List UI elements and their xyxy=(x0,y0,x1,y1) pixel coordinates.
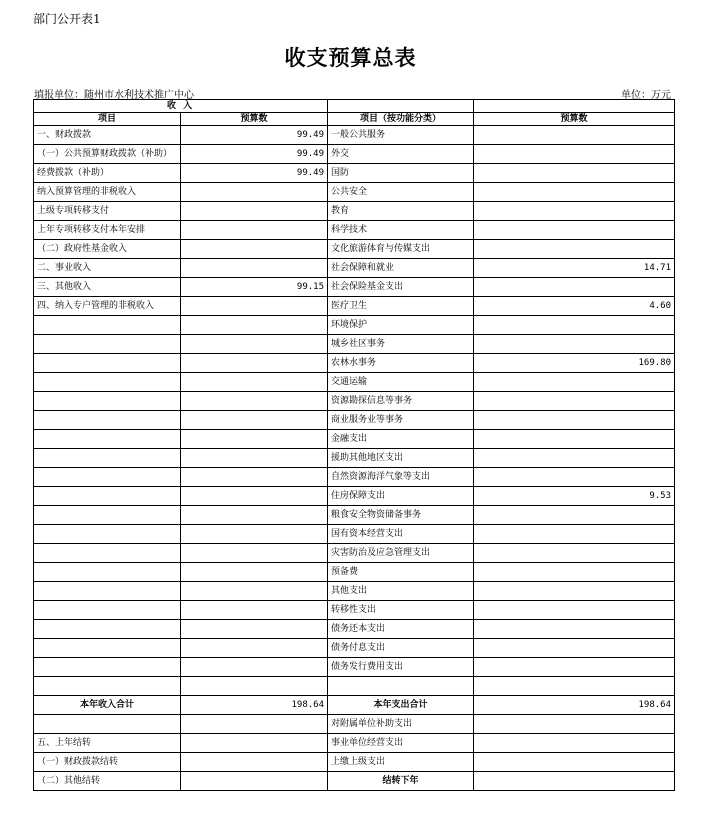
income-budget-cell xyxy=(181,430,328,449)
expense-item-cell: 预备费 xyxy=(328,563,474,582)
expense-item-cell: 对附属单位补助支出 xyxy=(328,715,474,734)
expense-item-cell: 环境保护 xyxy=(328,316,474,335)
expense-item-cell: 城乡社区事务 xyxy=(328,335,474,354)
income-item-cell xyxy=(34,468,181,487)
expense-budget-cell xyxy=(474,126,675,145)
expense-budget-cell xyxy=(474,164,675,183)
table-row xyxy=(34,506,675,525)
income-budget-cell xyxy=(181,715,328,734)
income-item-cell xyxy=(34,373,181,392)
table-row xyxy=(34,601,675,620)
income-budget-cell xyxy=(181,753,328,772)
income-item-cell: 二、事业收入 xyxy=(34,259,181,278)
table-row xyxy=(34,639,675,658)
income-item-cell xyxy=(34,506,181,525)
income-item-cell: 上级专项转移支付 xyxy=(34,202,181,221)
expense-item-cell: 交通运输 xyxy=(328,373,474,392)
expense-budget-cell xyxy=(474,506,675,525)
table-row xyxy=(34,563,675,582)
income-budget-cell xyxy=(181,544,328,563)
page-title: 收支预算总表 xyxy=(284,45,417,70)
income-budget-cell xyxy=(181,240,328,259)
expense-item-cell: 上缴上级支出 xyxy=(328,753,474,772)
income-section-header: 收 入 xyxy=(34,100,328,113)
income-budget-cell xyxy=(181,525,328,544)
expense-section-header-blank xyxy=(474,100,675,113)
income-budget-cell xyxy=(181,354,328,373)
income-item-cell: 四、纳入专户管理的非税收入 xyxy=(34,297,181,316)
expense-item-cell: 社会保障和就业 xyxy=(328,259,474,278)
income-budget-cell xyxy=(181,392,328,411)
expense-item-cell: 金融支出 xyxy=(328,430,474,449)
table-row xyxy=(34,183,675,202)
expense-item-cell: 其他支出 xyxy=(328,582,474,601)
expense-item-cell: 粮食安全物资储备事务 xyxy=(328,506,474,525)
expense-item-cell: 医疗卫生 xyxy=(328,297,474,316)
expense-item-cell: 债务付息支出 xyxy=(328,639,474,658)
expense-item-cell: 援助其他地区支出 xyxy=(328,449,474,468)
income-budget-cell xyxy=(181,487,328,506)
expense-item-cell: 住房保障支出 xyxy=(328,487,474,506)
column-header-row xyxy=(34,113,675,126)
expense-item-cell: 国有资本经营支出 xyxy=(328,525,474,544)
table-row xyxy=(34,468,675,487)
table-row xyxy=(34,525,675,544)
income-item-cell xyxy=(34,544,181,563)
table-row xyxy=(34,316,675,335)
income-budget-cell: 99.49 xyxy=(181,145,328,164)
expense-item-cell: 外交 xyxy=(328,145,474,164)
expense-budget-cell xyxy=(474,373,675,392)
table-row xyxy=(34,145,675,164)
dept-table-tag: 部门公开表1 xyxy=(33,12,101,26)
income-budget-cell xyxy=(181,202,328,221)
income-item-cell: （二）政府性基金收入 xyxy=(34,240,181,259)
expense-item-cell: 结转下年 xyxy=(328,772,474,791)
income-item-cell: 本年收入合计 xyxy=(34,696,181,715)
income-budget-cell xyxy=(181,582,328,601)
income-item-cell xyxy=(34,677,181,696)
expense-budget-cell: 14.71 xyxy=(474,259,675,278)
income-item-cell: 上年专项转移支付本年安排 xyxy=(34,221,181,240)
total-row xyxy=(34,696,675,715)
income-item-cell: （一）公共预算财政拨款（补助） xyxy=(34,145,181,164)
income-item-cell xyxy=(34,354,181,373)
income-budget-cell xyxy=(181,221,328,240)
income-budget-cell xyxy=(181,506,328,525)
section-header-row xyxy=(34,100,675,113)
income-item-cell xyxy=(34,525,181,544)
table-row xyxy=(34,392,675,411)
expense-budget-cell xyxy=(474,202,675,221)
table-row xyxy=(34,449,675,468)
expense-budget-cell xyxy=(474,183,675,202)
expense-item-cell: 国防 xyxy=(328,164,474,183)
expense-budget-cell xyxy=(474,544,675,563)
expense-item-cell: 公共安全 xyxy=(328,183,474,202)
table-row xyxy=(34,335,675,354)
income-budget-cell: 99.49 xyxy=(181,164,328,183)
table-row xyxy=(34,734,675,753)
expense-budget-cell xyxy=(474,601,675,620)
income-item-cell xyxy=(34,620,181,639)
expense-item-cell: 债务发行费用支出 xyxy=(328,658,474,677)
income-item-cell: （一）财政拨款结转 xyxy=(34,753,181,772)
income-budget-cell xyxy=(181,259,328,278)
expense-budget-cell xyxy=(474,677,675,696)
expense-item-cell: 灾害防治及应急管理支出 xyxy=(328,544,474,563)
income-budget-cell xyxy=(181,335,328,354)
expense-item-cell: 事业单位经营支出 xyxy=(328,734,474,753)
income-item-cell xyxy=(34,563,181,582)
income-item-cell: 三、其他收入 xyxy=(34,278,181,297)
income-budget-cell xyxy=(181,658,328,677)
income-item-cell xyxy=(34,658,181,677)
income-item-cell xyxy=(34,430,181,449)
expense-budget-cell xyxy=(474,335,675,354)
table-row xyxy=(34,487,675,506)
expense-budget-cell xyxy=(474,658,675,677)
expense-budget-cell xyxy=(474,772,675,791)
table-row xyxy=(34,772,675,791)
expense-budget-cell xyxy=(474,430,675,449)
expense-budget-cell: 9.53 xyxy=(474,487,675,506)
column-header-expense-budget: 预算数 xyxy=(474,113,675,126)
expense-section-header-blank xyxy=(328,100,474,113)
income-item-cell: （二）其他结转 xyxy=(34,772,181,791)
expense-budget-cell xyxy=(474,582,675,601)
income-budget-cell xyxy=(181,620,328,639)
income-budget-cell xyxy=(181,677,328,696)
budget-summary-table xyxy=(33,99,675,791)
expense-item-cell xyxy=(328,677,474,696)
table-row xyxy=(34,259,675,278)
table-row xyxy=(34,544,675,563)
table-row xyxy=(34,411,675,430)
expense-budget-cell xyxy=(474,715,675,734)
expense-budget-cell xyxy=(474,411,675,430)
expense-budget-cell xyxy=(474,392,675,411)
expense-item-cell: 农林水事务 xyxy=(328,354,474,373)
income-item-cell: 经费拨款（补助） xyxy=(34,164,181,183)
expense-budget-cell: 169.80 xyxy=(474,354,675,373)
income-budget-cell xyxy=(181,373,328,392)
table-row xyxy=(34,373,675,392)
expense-item-cell: 教育 xyxy=(328,202,474,221)
income-budget-cell: 198.64 xyxy=(181,696,328,715)
income-item-cell xyxy=(34,411,181,430)
table-row xyxy=(34,354,675,373)
income-item-cell xyxy=(34,449,181,468)
expense-item-cell: 自然资源海洋气象等支出 xyxy=(328,468,474,487)
income-item-cell xyxy=(34,582,181,601)
table-row xyxy=(34,620,675,639)
expense-item-cell: 资源勘探信息等事务 xyxy=(328,392,474,411)
expense-item-cell: 社会保险基金支出 xyxy=(328,278,474,297)
expense-item-cell: 商业服务业等事务 xyxy=(328,411,474,430)
income-item-cell xyxy=(34,392,181,411)
column-header-income-budget: 预算数 xyxy=(181,113,328,126)
expense-budget-cell xyxy=(474,734,675,753)
table-row xyxy=(34,677,675,696)
income-item-cell xyxy=(34,487,181,506)
column-header-income-item: 项目 xyxy=(34,113,181,126)
expense-budget-cell: 4.60 xyxy=(474,297,675,316)
table-row xyxy=(34,126,675,145)
expense-budget-cell xyxy=(474,145,675,164)
income-item-cell xyxy=(34,715,181,734)
income-budget-cell: 99.15 xyxy=(181,278,328,297)
expense-item-cell: 科学技术 xyxy=(328,221,474,240)
reporting-unit-label: 填报单位：随州市水利技术推广中心 xyxy=(34,90,194,101)
income-budget-cell xyxy=(181,734,328,753)
income-budget-cell xyxy=(181,639,328,658)
income-item-cell xyxy=(34,316,181,335)
table-row xyxy=(34,715,675,734)
expense-budget-cell xyxy=(474,278,675,297)
expense-budget-cell xyxy=(474,563,675,582)
table-row xyxy=(34,430,675,449)
expense-budget-cell xyxy=(474,316,675,335)
expense-budget-cell xyxy=(474,620,675,639)
expense-item-cell: 转移性支出 xyxy=(328,601,474,620)
currency-unit-label: 单位：万元 xyxy=(621,90,671,101)
table-row xyxy=(34,221,675,240)
expense-item-cell: 本年支出合计 xyxy=(328,696,474,715)
expense-budget-cell xyxy=(474,753,675,772)
expense-budget-cell xyxy=(474,639,675,658)
table-row xyxy=(34,164,675,183)
income-item-cell: 纳入预算管理的非税收入 xyxy=(34,183,181,202)
table-row xyxy=(34,582,675,601)
income-budget-cell xyxy=(181,601,328,620)
income-budget-cell xyxy=(181,183,328,202)
income-budget-cell: 99.49 xyxy=(181,126,328,145)
income-item-cell xyxy=(34,601,181,620)
expense-budget-cell: 198.64 xyxy=(474,696,675,715)
expense-budget-cell xyxy=(474,468,675,487)
income-item-cell xyxy=(34,639,181,658)
table-row xyxy=(34,202,675,221)
table-row xyxy=(34,240,675,259)
expense-budget-cell xyxy=(474,240,675,259)
income-item-cell: 一、财政拨款 xyxy=(34,126,181,145)
income-budget-cell xyxy=(181,297,328,316)
table-row xyxy=(34,278,675,297)
expense-item-cell: 债务还本支出 xyxy=(328,620,474,639)
expense-budget-cell xyxy=(474,449,675,468)
income-item-cell: 五、上年结转 xyxy=(34,734,181,753)
income-budget-cell xyxy=(181,772,328,791)
income-budget-cell xyxy=(181,316,328,335)
income-budget-cell xyxy=(181,411,328,430)
expense-item-cell: 一般公共服务 xyxy=(328,126,474,145)
table-row xyxy=(34,658,675,677)
income-budget-cell xyxy=(181,449,328,468)
income-budget-cell xyxy=(181,563,328,582)
table-row xyxy=(34,753,675,772)
expense-item-cell: 文化旅游体育与传媒支出 xyxy=(328,240,474,259)
expense-budget-cell xyxy=(474,525,675,544)
income-budget-cell xyxy=(181,468,328,487)
table-row xyxy=(34,297,675,316)
column-header-expense-item: 项目（按功能分类） xyxy=(328,113,474,126)
income-item-cell xyxy=(34,335,181,354)
expense-budget-cell xyxy=(474,221,675,240)
